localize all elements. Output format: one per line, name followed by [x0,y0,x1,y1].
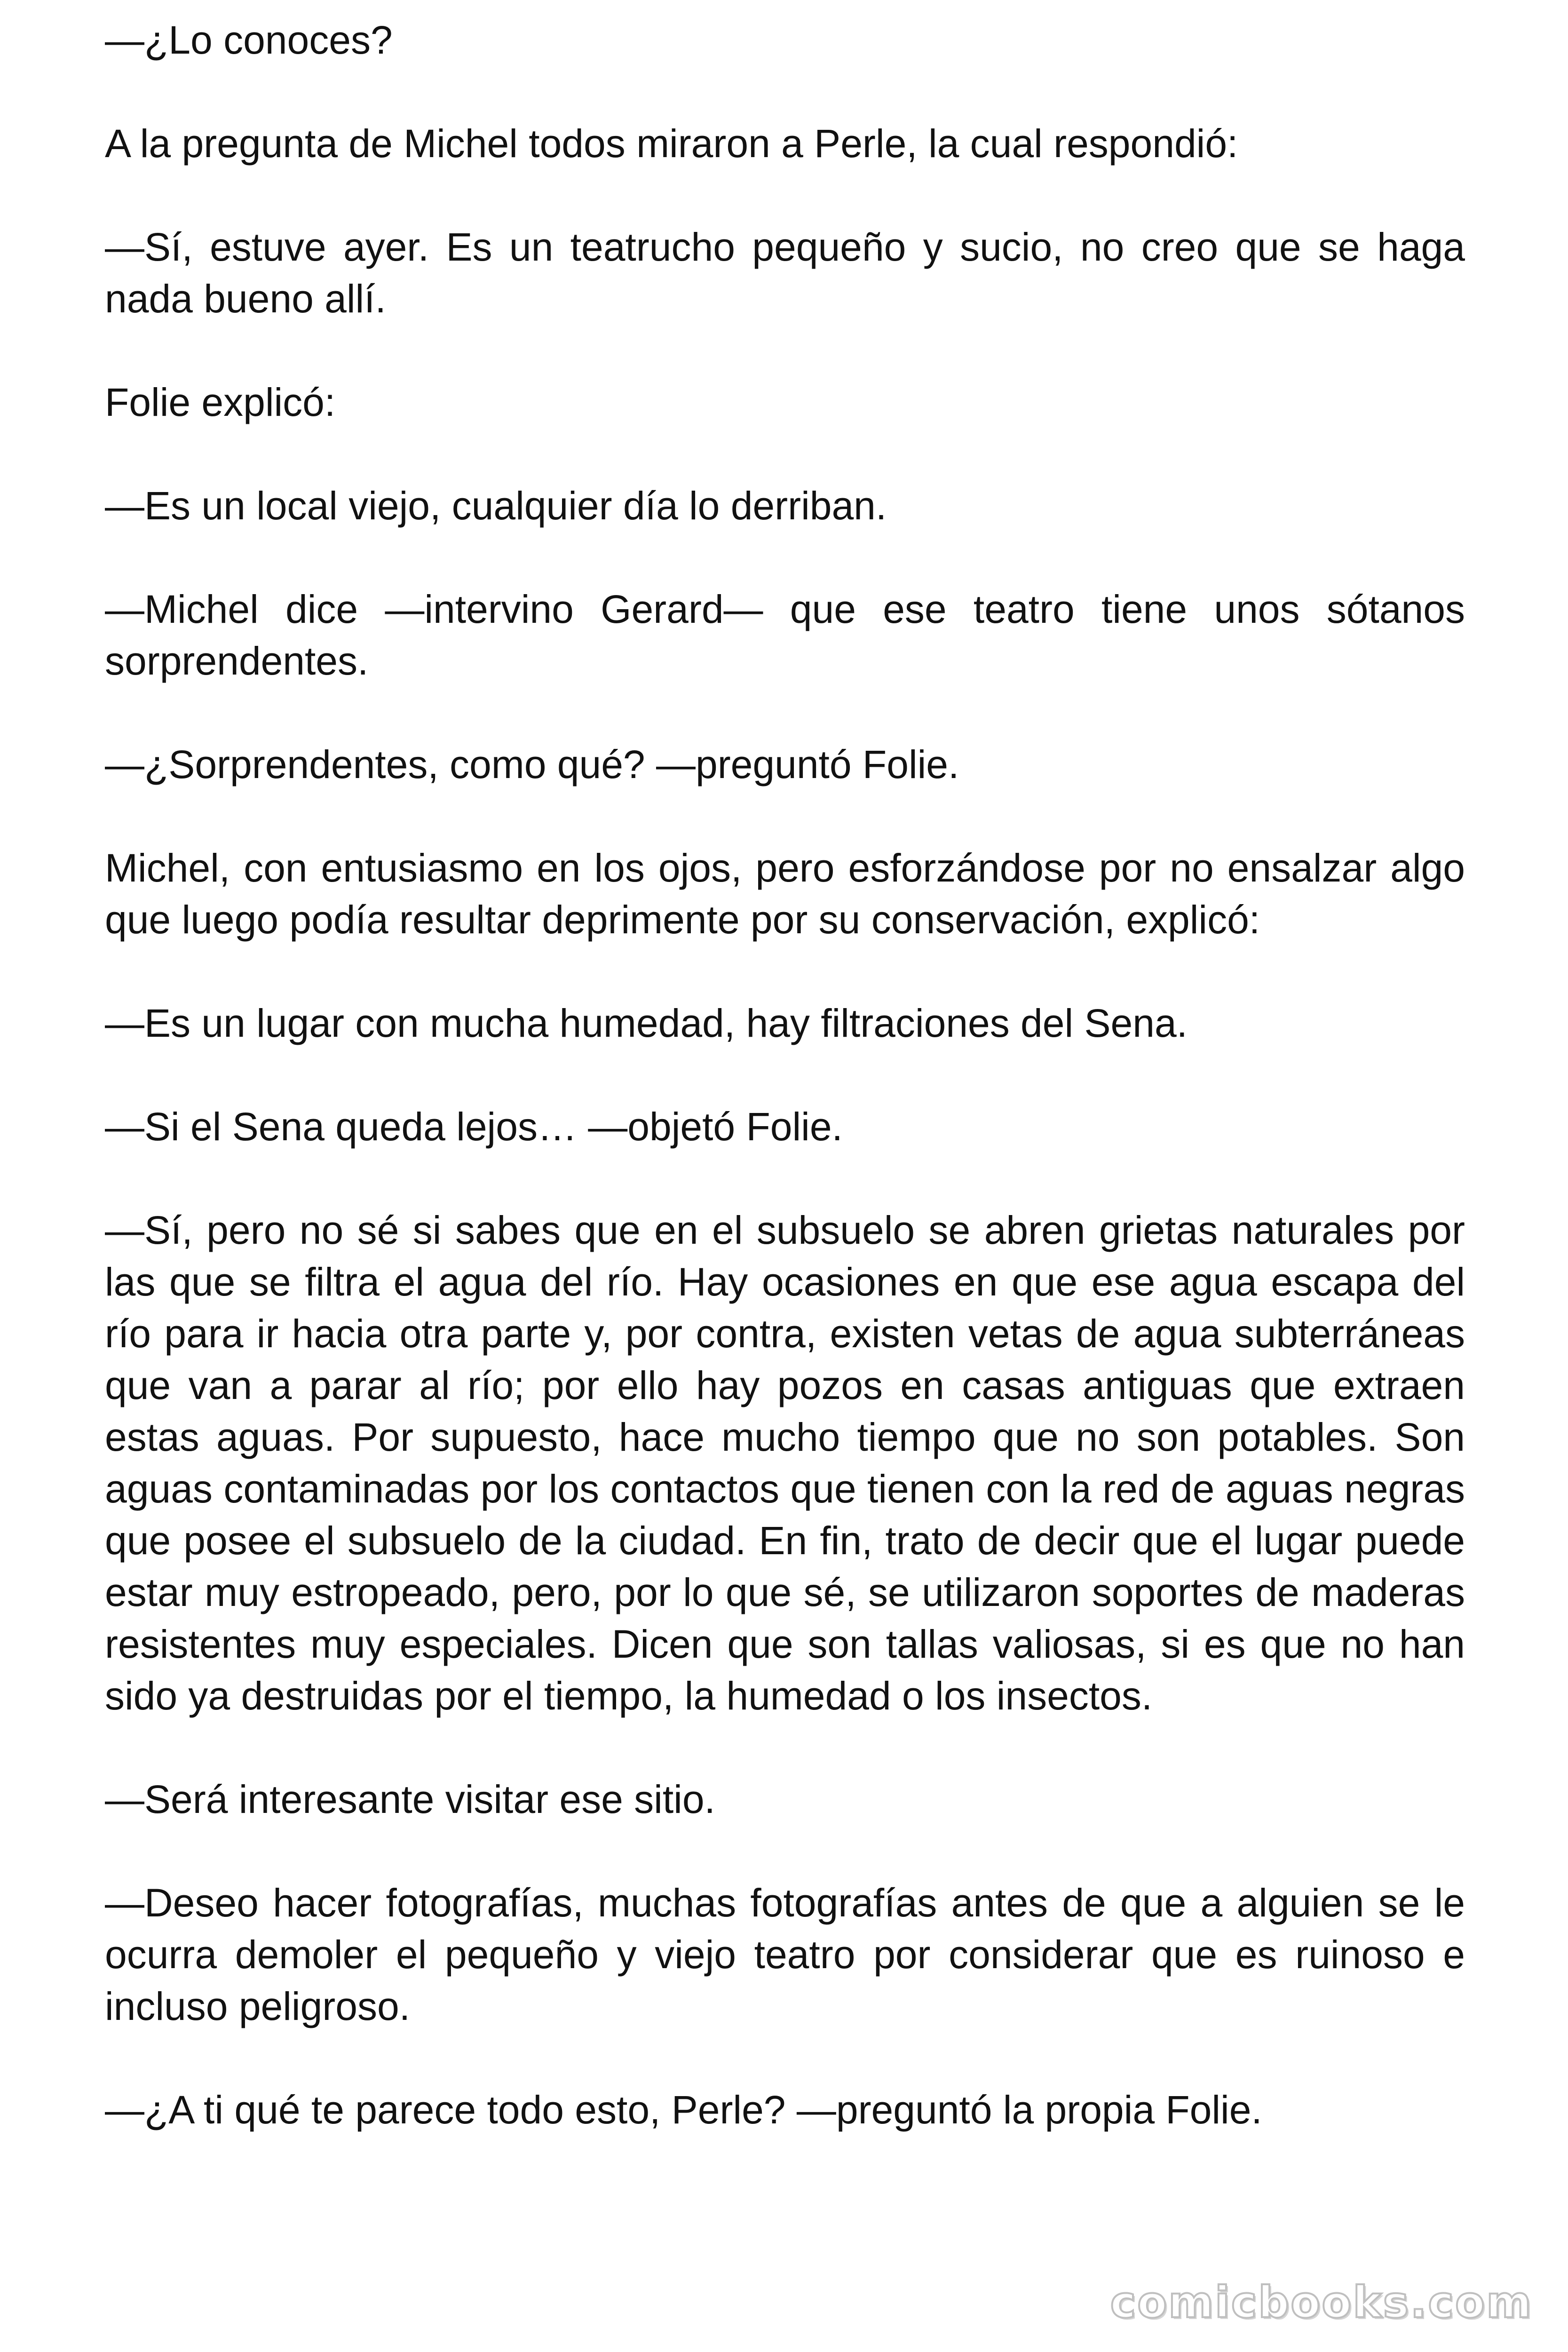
paragraph: —¿Lo conoces? [105,18,393,62]
paragraph: —Michel dice —intervino Gerard— que ese teatro tiene unos sótanos sorprendentes. [105,587,1465,683]
watermark-logo: comicbooks.com [1110,2277,1533,2328]
paragraph: —Será interesante visitar ese sitio. [105,1777,715,1821]
paragraph: —Sí, estuve ayer. Es un teatrucho pequeño y sucio, no creo que se haga nada bueno allí. [105,225,1465,321]
paragraph: —Deseo hacer fotografías, muchas fotografías antes de que a alguien se le ocurra demoler el pequeño y viejo teatro por considerar que es ruinoso e incluso peligroso. [105,1881,1465,2028]
paragraph: Folie explicó: [105,380,336,424]
paragraph: —Es un lugar con mucha humedad, hay filtraciones del Sena. [105,1001,1188,1045]
paragraph: —Sí, pero no sé si sabes que en el subsuelo se abren grietas naturales por las que se filtra el agua del río. Hay ocasiones en que ese agua escapa del río para ir hacia otra parte y, por contra, existen vetas de agua subterráneas que van a parar al río; por ello hay pozos en casas antiguas que extraen estas aguas. Por supuesto, hace mucho tiempo que no son potables. Son aguas contaminadas por los contactos que tienen con la red de aguas negras que posee el subsuelo de la ciudad. En fin, trato de decir que el lugar puede estar muy estropeado, pero, por lo que sé, se utilizaron soportes de maderas resistentes muy especiales. Dicen que son tallas valiosas, si es que no han sido ya destruidas por el tiempo, la humedad o los insectos. [105,1208,1465,1718]
paragraph: —¿Sorprendentes, como qué? —preguntó Folie. [105,742,959,787]
paragraph: Michel, con entusiasmo en los ojos, pero esforzándose por no ensalzar algo que luego podía resultar deprimente por su conservación, explicó: [105,846,1465,942]
paragraph: —Si el Sena queda lejos… —objetó Folie. [105,1104,843,1149]
document-page [105,14,1465,2136]
paragraph: A la pregunta de Michel todos miraron a Perle, la cual respondió: [105,121,1238,166]
paragraph: —Es un local viejo, cualquier día lo derriban. [105,484,887,528]
paragraph: —¿A ti qué te parece todo esto, Perle? —preguntó la propia Folie. [105,2088,1262,2132]
